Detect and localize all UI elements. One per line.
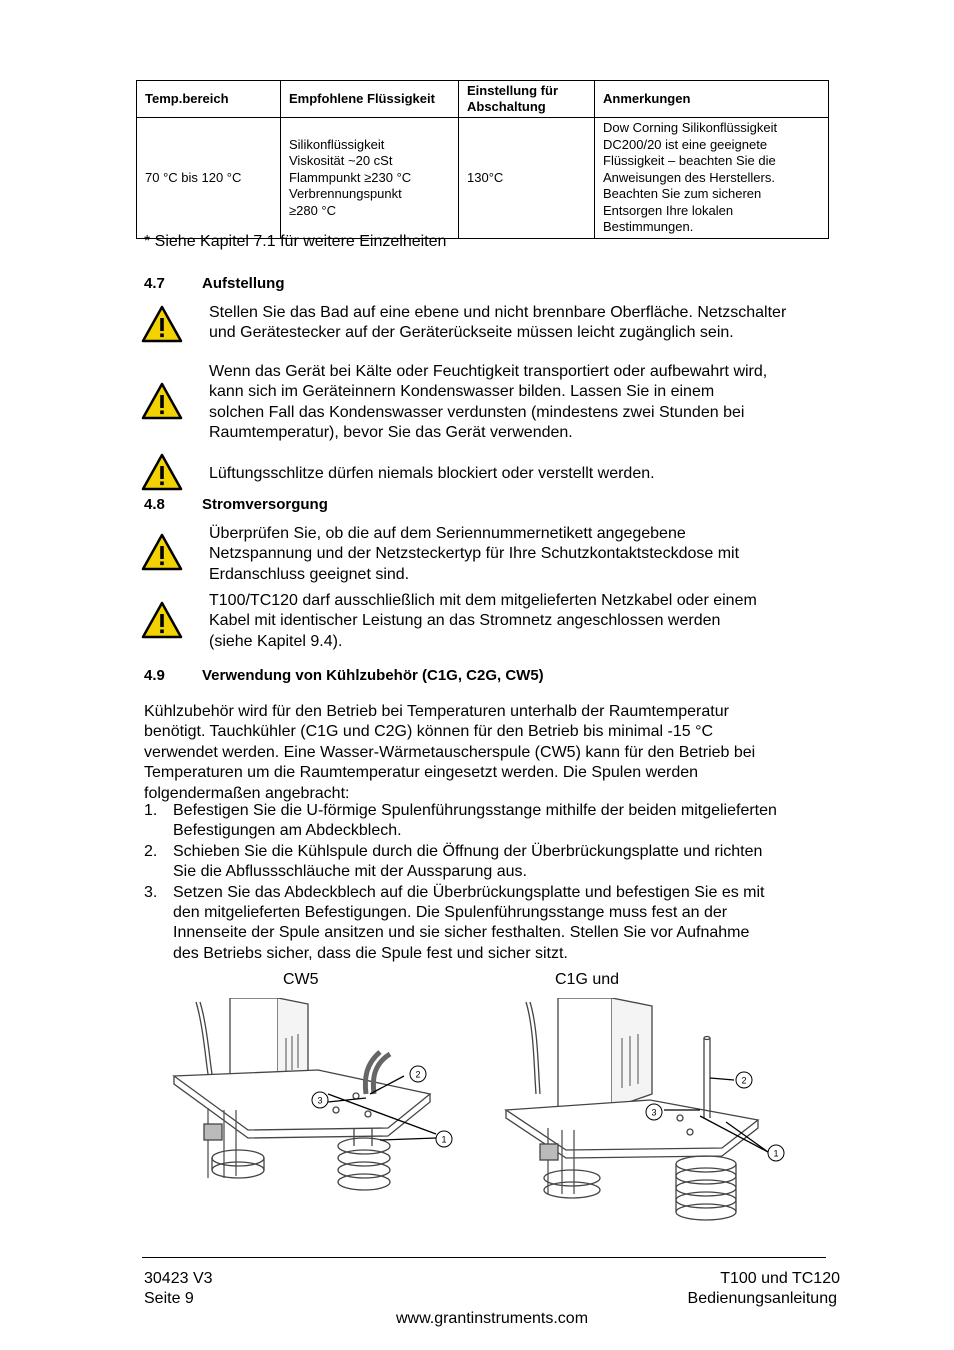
installation-steps: [144, 801, 844, 964]
step-number: 2.: [144, 842, 158, 860]
text-line: den mitgelieferten Befestigungen. Die Spulenführungsstange muss fest an der: [173, 904, 728, 922]
cell-temp: 70 °C bis 120 °C: [137, 118, 281, 239]
section-heading-4-7: [144, 275, 544, 295]
col-header-notes: Anmerkungen: [595, 81, 829, 118]
text-line: Stellen Sie das Bad auf eine ebene und nicht brennbare Oberfläche. Netzschalter: [209, 304, 787, 321]
table-footnote: * Siehe Kapitel 7.1 für weitere Einzelheiten: [144, 233, 447, 250]
warning-triangle-icon: [140, 381, 184, 421]
text-line: des Betriebs sicher, dass die Spule fest und sicher sitzt.: [173, 944, 568, 962]
callout-1: 1: [773, 1148, 779, 1159]
text-line: Innenseite der Spule ansitzen und sie sicher festhalten. Stellen Sie vor Aufnahme: [173, 924, 750, 942]
text-line: Befestigen Sie die U-förmige Spulenführungsstange mithilfe der beiden mitgelieferten: [173, 802, 777, 819]
warning-triangle-icon: [140, 304, 184, 344]
fluid-line: Silikonflüssigkeit: [289, 136, 385, 152]
fluid-line: Flammpunkt ≥230 °C: [289, 169, 412, 185]
fluid-line: ≥280 °C: [289, 202, 337, 218]
section-number: 4.7: [144, 275, 165, 292]
list-item: [144, 801, 844, 842]
notes-line: DC200/20 ist eine geeignete: [603, 136, 768, 152]
section-number: 4.8: [144, 496, 165, 513]
warning-triangle-icon: [140, 452, 184, 492]
warning-triangle-icon: [140, 532, 184, 572]
warning-text-4: [209, 524, 839, 585]
text-line: kann sich im Geräteinnern Kondenswasser bilden. Lassen Sie in einem: [209, 383, 715, 401]
footer-manual: Bedienungsanleitung: [687, 1290, 837, 1307]
fluid-spec-table: [136, 80, 829, 239]
text-line: und Gerätestecker auf der Geräterückseite müssen leicht zugänglich sein.: [209, 324, 734, 342]
warning-text-1: [209, 303, 839, 344]
text-line: Raumtemperatur), bevor Sie das Gerät verwenden.: [209, 424, 573, 442]
cw5-coil-illustration: [168, 998, 468, 1238]
footer-website: www.grantinstruments.com: [395, 1310, 589, 1327]
notes-line: Flüssigkeit – beachten Sie die: [603, 153, 776, 168]
text-line: Schieben Sie die Kühlspule durch die Öffnung der Überbrückungsplatte und richten: [173, 842, 763, 860]
section-title: Aufstellung: [202, 275, 285, 292]
text-line: folgendermaßen angebracht:: [144, 784, 350, 802]
callout-2: 2: [741, 1075, 747, 1086]
table-row: [137, 118, 829, 239]
warning-text-5: [209, 591, 839, 652]
text-line: Wenn das Gerät bei Kälte oder Feuchtigkeit transportiert oder aufbewahrt wird,: [209, 363, 768, 380]
notes-line: Anweisungen des Herstellers.: [603, 169, 775, 185]
section-heading-4-9: [144, 667, 744, 687]
cell-notes: [595, 118, 829, 239]
intro-paragraph: [144, 702, 844, 804]
text-line: Kabel mit identischer Leistung an das Stromnetz angeschlossen werden: [209, 612, 721, 630]
notes-line: Entsorgen Ihre lokalen: [603, 202, 734, 218]
footer-divider: [142, 1257, 826, 1258]
step-number: 1.: [144, 802, 158, 819]
col-header-fluid: Empfohlene Flüssigkeit: [281, 81, 459, 118]
c1g-coil-illustration: [500, 998, 800, 1238]
section-title: Verwendung von Kühlzubehör (C1G, C2G, CW5): [202, 667, 544, 684]
section-title: Stromversorgung: [202, 496, 328, 513]
callout-3: 3: [317, 1095, 323, 1106]
text-line: Erdanschluss geeignet sind.: [209, 565, 410, 583]
cell-fluid: [281, 118, 459, 239]
warning-text-2: [209, 362, 839, 444]
text-line: Überprüfen Sie, ob die auf dem Seriennummernetikett angegebene: [209, 525, 686, 542]
footer-product: T100 und TC120: [720, 1270, 840, 1287]
text-line: Sie die Abflussschläuche mit der Aussparung aus.: [173, 863, 527, 881]
callout-1: 1: [441, 1134, 447, 1145]
text-line: (siehe Kapitel 9.4).: [209, 632, 343, 650]
warning-text-3: [209, 464, 839, 484]
table-header-row: [137, 81, 829, 118]
figure-caption-c1g: C1G und: [555, 971, 620, 988]
step-number: 3.: [144, 883, 158, 901]
notes-line: Bestimmungen.: [603, 219, 694, 234]
section-heading-4-8: [144, 496, 544, 516]
list-item: [144, 842, 844, 883]
text-line: Setzen Sie das Abdeckblech auf die Überbrückungsplatte und befestigen Sie es mit: [173, 883, 765, 901]
text-line: benötigt. Tauchkühler (C1G und C2G) können für den Betrieb bis minimal -15 °C: [144, 723, 714, 741]
callout-2: 2: [415, 1069, 421, 1080]
col-header-cutoff: Einstellung für Abschaltung: [459, 81, 595, 118]
text-line: Temperaturen um die Raumtemperatur eingesetzt werden. Die Spulen werden: [144, 764, 699, 782]
text-line: verwendet werden. Eine Wasser-Wärmetauscherspule (CW5) kann für den Betrieb bei: [144, 743, 756, 761]
list-item: [144, 883, 844, 965]
notes-line: Beachten Sie zum sicheren: [603, 186, 762, 201]
text-line: Kühlzubehör wird für den Betrieb bei Temperaturen unterhalb der Raumtemperatur: [144, 703, 729, 720]
warning-triangle-icon: [140, 600, 184, 640]
col-header-temp: Temp.bereich: [137, 81, 281, 118]
figure-caption-cw5: CW5: [283, 971, 319, 988]
section-number: 4.9: [144, 667, 165, 684]
callout-3: 3: [651, 1107, 657, 1118]
notes-line: Dow Corning Silikonflüssigkeit: [603, 120, 778, 135]
footer-doc-id: 30423 V3: [144, 1270, 213, 1287]
text-line: solchen Fall das Kondenswasser verdunsten (mindestens zwei Stunden bei: [209, 403, 745, 421]
text-line: T100/TC120 darf ausschließlich mit dem mitgelieferten Netzkabel oder einem: [209, 592, 757, 609]
text-line: Netzspannung und der Netzsteckertyp für Ihre Schutzkontaktsteckdose mit: [209, 545, 740, 563]
text-line: Befestigungen am Abdeckblech.: [173, 822, 402, 840]
fluid-line: Verbrennungspunkt: [289, 186, 402, 201]
cell-cutoff: 130°C: [459, 118, 595, 239]
fluid-line: Viskosität ~20 cSt: [289, 153, 393, 168]
text-line: Lüftungsschlitze dürfen niemals blockiert oder verstellt werden.: [209, 465, 655, 482]
footer-page-number: Seite 9: [144, 1290, 194, 1307]
